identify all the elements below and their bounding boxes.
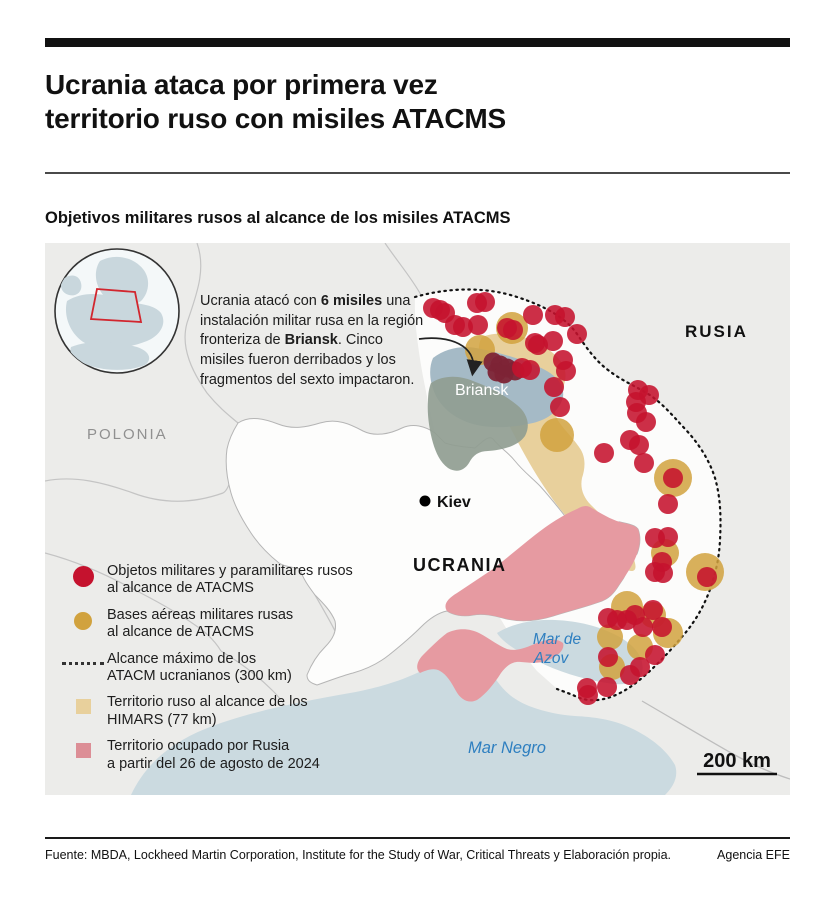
agency-credit: Agencia EFE xyxy=(717,848,790,862)
military-target-marker xyxy=(653,563,673,583)
label-briansk: Briansk xyxy=(455,382,509,399)
dotted-line-swatch xyxy=(59,651,107,665)
military-target-marker xyxy=(468,315,488,335)
legend-item-airbases xyxy=(59,607,371,642)
military-target-marker xyxy=(567,324,587,344)
military-target-marker xyxy=(475,292,495,312)
annotation-bold-briansk: Briansk xyxy=(284,332,338,349)
military-target-marker xyxy=(503,320,523,340)
legend-airbases-line2: al alcance de ATACMS xyxy=(107,624,254,641)
footer-divider xyxy=(45,837,790,839)
military-target-marker xyxy=(636,412,656,432)
military-target-marker xyxy=(629,435,649,455)
label-rusia: RUSIA xyxy=(685,322,748,341)
military-target-marker xyxy=(544,377,564,397)
title-line1: Ucrania ataca por primera vez xyxy=(45,69,438,100)
top-black-bar xyxy=(45,38,790,47)
military-target-marker xyxy=(598,647,618,667)
annotation-bold-misiles: 6 misiles xyxy=(320,293,383,309)
legend-item-targets xyxy=(59,563,371,598)
pink-square-swatch xyxy=(59,738,107,758)
military-target-marker xyxy=(523,305,543,325)
military-target-marker xyxy=(645,645,665,665)
legend-occupied-line1: Territorio ocupado por Rusia xyxy=(107,738,290,755)
military-target-marker xyxy=(633,617,653,637)
military-target-marker xyxy=(578,685,598,705)
military-target-marker xyxy=(556,361,576,381)
military-target-marker xyxy=(697,567,717,587)
map-legend xyxy=(59,563,371,773)
legend-himars-line1: Territorio ruso al alcance de los xyxy=(107,694,308,711)
annotation-part2: una instalación militar rusa en la región fronteriza de xyxy=(200,293,424,349)
legend-himars-line2: HIMARS (77 km) xyxy=(107,711,217,728)
footer xyxy=(45,848,790,862)
scale-label: 200 km xyxy=(703,750,771,772)
military-target-marker xyxy=(543,331,563,351)
legend-range-line1: Alcance máximo de los xyxy=(107,650,257,667)
military-target-marker xyxy=(620,665,640,685)
scale-bar xyxy=(697,750,777,774)
legend-targets-line2: al alcance de ATACMS xyxy=(107,580,254,597)
military-target-marker xyxy=(555,307,575,327)
military-target-marker xyxy=(634,453,654,473)
military-target-marker xyxy=(643,600,663,620)
title-line2: territorio ruso con misiles ATACMS xyxy=(45,102,506,134)
gold-dot-swatch xyxy=(59,607,107,630)
military-target-marker xyxy=(550,397,570,417)
briansk-annotation xyxy=(200,292,428,391)
struck-target-marker xyxy=(495,365,514,384)
kiev-city-dot xyxy=(420,496,431,507)
label-polonia: POLONIA xyxy=(87,426,168,443)
red-dot-swatch xyxy=(59,563,107,587)
legend-item-occupied xyxy=(59,738,371,773)
legend-targets-line1: Objetos militares y paramilitares rusos xyxy=(107,563,353,579)
label-ucrania: UCRANIA xyxy=(413,555,507,575)
title-divider xyxy=(45,172,790,174)
label-mar-de-azov-line2: Azov xyxy=(533,650,569,667)
label-mar-de-azov-line1: Mar de xyxy=(532,631,582,648)
military-target-marker xyxy=(597,677,617,697)
label-mar-negro: Mar Negro xyxy=(468,739,546,757)
legend-occupied-line2: a partir del 26 de agosto de 2024 xyxy=(107,755,320,772)
annotation-part1: Ucrania atacó con xyxy=(200,293,321,309)
map-subtitle: Objetivos militares rusos al alcance de los misiles ATACMS xyxy=(45,209,511,227)
source-text: Fuente: MBDA, Lockheed Martin Corporation, Institute for the Study of War, Critical Threats y Elaboración propia. xyxy=(45,848,671,862)
military-target-marker xyxy=(663,468,683,488)
label-kiev: Kiev xyxy=(437,494,471,511)
legend-item-range xyxy=(59,651,371,686)
military-target-marker xyxy=(658,494,678,514)
military-target-marker xyxy=(652,617,672,637)
military-target-marker xyxy=(658,527,678,547)
page-title xyxy=(45,68,745,135)
main-map xyxy=(45,243,790,795)
legend-item-himars xyxy=(59,694,371,729)
legend-airbases-line1: Bases aéreas militares rusas xyxy=(107,606,294,623)
legend-range-line2: ATACM ucranianos (300 km) xyxy=(107,667,292,684)
annotation-part3: . Cinco misiles fueron derribados y los fragmentos del sexto impactaron. xyxy=(200,332,415,388)
military-target-marker xyxy=(520,360,540,380)
military-target-marker xyxy=(594,443,614,463)
air-base-marker xyxy=(540,418,574,452)
globe-inset xyxy=(55,249,179,373)
tan-square-swatch xyxy=(59,694,107,714)
